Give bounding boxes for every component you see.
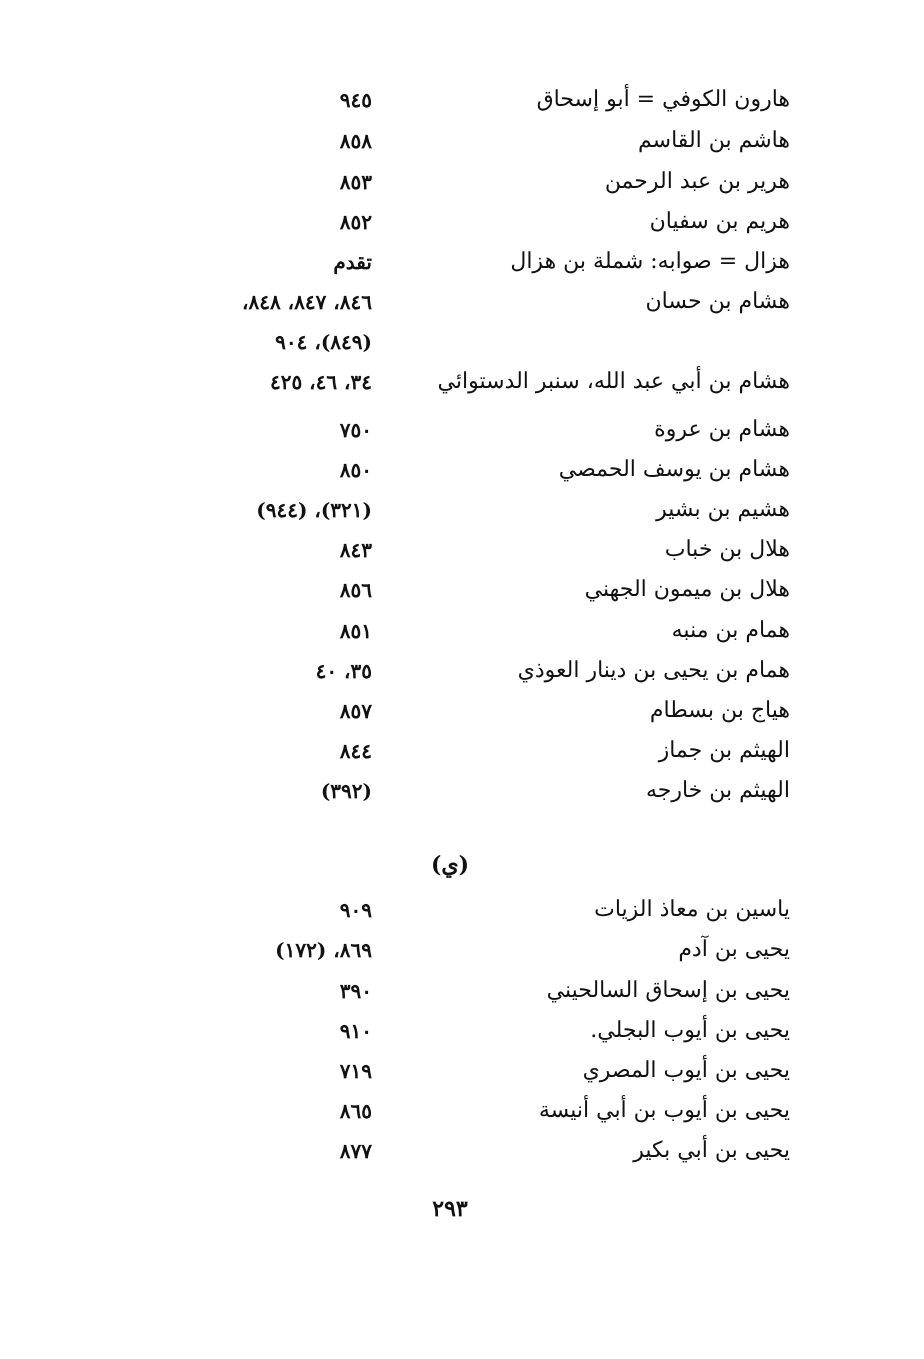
page-refs: ٨٦٥	[339, 1099, 372, 1123]
entry-pages	[270, 362, 372, 402]
entry-name: يحيى بن آدم	[678, 937, 790, 962]
index-entry	[150, 162, 790, 202]
entry-pages	[275, 930, 372, 970]
entry-name: يحيى بن إسحاق السالحيني	[546, 978, 790, 1003]
page-refs-continued: (٨٤٩)، ٩٠٤	[275, 330, 372, 354]
page-refs: ٩١٠	[339, 1019, 372, 1043]
page-refs: ٨٥٦	[339, 578, 372, 602]
index-entry	[150, 611, 790, 651]
page-number: ٢٩٣	[432, 1196, 468, 1222]
page-refs: ٨٥٢	[339, 210, 372, 234]
entry-pages	[256, 490, 372, 530]
entry-name: هشام بن أبي عبد الله، سنبر الدستوائي	[437, 369, 790, 394]
index-entry	[150, 570, 790, 610]
entry-pages	[321, 771, 372, 811]
entry-name: هارون الكوفي = أبو إسحاق	[536, 87, 790, 112]
page-refs: ٨٤٦، ٨٤٧، ٨٤٨،	[241, 290, 372, 314]
entry-name: هشام بن عروة	[654, 417, 790, 442]
entry-pages	[340, 80, 372, 120]
entry-name: همام بن يحيى بن دينار العوذي	[517, 658, 790, 683]
entry-name: يحيى بن أيوب بن أبي أنيسة	[538, 1098, 790, 1123]
entry-name: يحيى بن أيوب المصري	[582, 1058, 790, 1083]
entry-pages	[340, 971, 372, 1011]
page-refs: (٣٢١)، (٩٤٤)	[256, 498, 372, 522]
entry-name: يحيى بن أبي بكير	[633, 1138, 790, 1163]
page-refs: ٣٤، ٤٦، ٤٢٥	[269, 370, 372, 394]
entry-name: هشام بن حسان	[645, 289, 790, 314]
entry-pages	[340, 162, 372, 202]
index-entry	[150, 691, 790, 731]
entry-pages	[340, 570, 372, 610]
page-refs: ٨٥١	[339, 619, 372, 643]
entry-name: هاشم بن القاسم	[638, 128, 790, 153]
index-entry	[150, 121, 790, 161]
entry-pages	[340, 691, 372, 731]
page-refs: ٩٤٥	[339, 88, 372, 112]
entry-name: هشام بن يوسف الحمصي	[558, 457, 790, 482]
page-refs: ٨٦٩، (١٧٢)	[275, 938, 372, 962]
page-refs: ٣٥، ٤٠	[315, 659, 372, 683]
page-refs: ٨٤٤	[339, 739, 372, 763]
entry-name: هشيم بن بشير	[656, 497, 790, 522]
page-refs: ٣٩٠	[339, 979, 372, 1003]
index-entry	[150, 490, 790, 530]
page-refs: ٨٧٧	[339, 1139, 372, 1163]
entry-pages	[333, 242, 372, 282]
index-entry	[150, 530, 790, 570]
index-entry	[150, 890, 790, 930]
index-entry	[150, 80, 790, 120]
index-entry	[150, 1131, 790, 1171]
entry-name: هلال بن خباب	[664, 537, 790, 562]
index-entry	[150, 202, 790, 242]
entry-name: هريم بن سفيان	[649, 209, 790, 234]
page-refs: ٨٥٣	[339, 170, 372, 194]
entry-pages	[340, 530, 372, 570]
entry-pages	[340, 1091, 372, 1131]
index-entry	[150, 410, 790, 450]
index-entry	[150, 450, 790, 490]
entry-name: هلال بن ميمون الجهني	[584, 577, 790, 602]
entry-pages	[340, 450, 372, 490]
entry-name: الهيثم بن جماز	[658, 738, 790, 763]
entry-pages	[340, 890, 372, 930]
index-entry	[150, 971, 790, 1011]
page-refs: تقدم	[333, 250, 372, 274]
page-refs: (٣٩٢)	[320, 779, 372, 803]
index-entry	[150, 731, 790, 771]
entry-pages	[340, 1051, 372, 1091]
entry-name: هزال = صوابه: شملة بن هزال	[510, 249, 790, 274]
entry-name: هرير بن عبد الرحمن	[604, 169, 790, 194]
index-entry	[150, 1091, 790, 1131]
entry-pages	[316, 651, 372, 691]
index-entry	[150, 362, 790, 402]
entry-pages	[340, 1011, 372, 1051]
index-entry	[150, 1051, 790, 1091]
entry-name: هياج بن بسطام	[649, 698, 790, 723]
index-entry	[150, 242, 790, 282]
entry-name: يحيى بن أيوب البجلي.	[590, 1018, 790, 1043]
page-refs: ٩٠٩	[339, 898, 372, 922]
entry-name: همام بن منبه	[671, 618, 790, 643]
entry-pages	[340, 121, 372, 161]
entry-pages	[340, 202, 372, 242]
entry-pages	[340, 731, 372, 771]
page-refs: ٨٤٣	[339, 538, 372, 562]
page-refs: ٨٥٧	[339, 699, 372, 723]
entry-pages	[242, 282, 372, 362]
page-refs: ٨٥٠	[339, 458, 372, 482]
entry-pages	[340, 611, 372, 651]
index-entry	[150, 1011, 790, 1051]
entry-pages	[340, 1131, 372, 1171]
index-entry	[150, 282, 790, 362]
page-refs: ٨٥٨	[339, 129, 372, 153]
entry-pages	[340, 410, 372, 450]
index-entry	[150, 930, 790, 970]
page-refs: ٧١٩	[339, 1059, 372, 1083]
page-refs: ٧٥٠	[339, 418, 372, 442]
entry-name: الهيثم بن خارجه	[645, 778, 790, 803]
index-entry	[150, 651, 790, 691]
entry-name: ياسين بن معاذ الزيات	[594, 897, 790, 922]
index-entry	[150, 771, 790, 811]
section-heading: (ي)	[430, 852, 470, 878]
